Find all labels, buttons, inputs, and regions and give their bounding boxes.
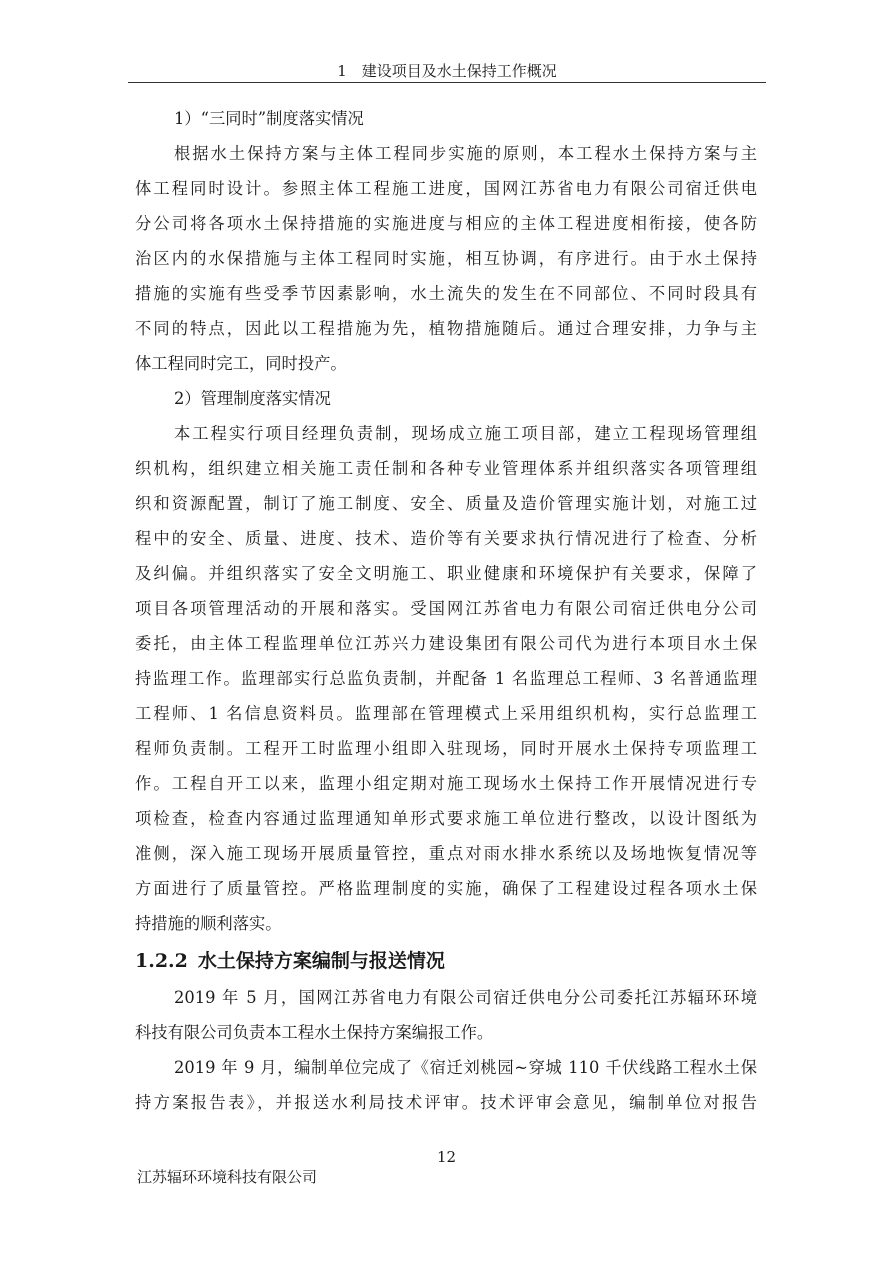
text-line: 持监理工作。监理部实行总监负责制，并配备 1 名监理总工程师、3 名普通监理 bbox=[135, 669, 757, 688]
document-body bbox=[135, 104, 757, 1123]
text-line: 体工程同时完工，同时投产。 bbox=[135, 354, 347, 373]
header-rule bbox=[128, 82, 766, 83]
subheading-management: 2）管理制度落实情况 bbox=[174, 389, 331, 408]
text-line: 体工程同时设计。参照主体工程施工进度，国网江苏省电力有限公司宿迁供电 bbox=[135, 179, 757, 198]
text-line: 措施的实施有些受季节因素影响，水土流失的发生在不同部位、不同时段具有 bbox=[135, 284, 757, 303]
text-line: 项检查，检查内容通过监理通知单形式要求施工单位进行整改，以设计图纸为 bbox=[135, 809, 757, 828]
text-line: 准侧，深入施工现场开展质量管控，重点对雨水排水系统以及场地恢复情况等 bbox=[135, 844, 757, 863]
text-line: 根据水土保持方案与主体工程同步实施的原则，本工程水土保持方案与主 bbox=[174, 144, 757, 163]
text-line: 分公司将各项水土保持措施的实施进度与相应的主体工程进度相衔接，使各防 bbox=[135, 214, 757, 233]
text-line: 织机构，组织建立相关施工责任制和各种专业管理体系并组织落实各项管理组 bbox=[135, 459, 757, 478]
section-title: 水土保持方案编制与报送情况 bbox=[197, 950, 445, 972]
text-line: 持方案报告表》，并报送水利局技术评审。技术评审会意见，编制单位对报告 bbox=[135, 1093, 757, 1112]
text-line: 工程师、1 名信息资料员。监理部在管理模式上采用组织机构，实行总监理工 bbox=[135, 704, 757, 723]
text-line: 2019 年 5 月，国网江苏省电力有限公司宿迁供电分公司委托江苏辐环环境 bbox=[174, 988, 757, 1007]
page-number: 12 bbox=[436, 1148, 457, 1166]
paragraph-three-simultaneous bbox=[135, 139, 757, 379]
text-line: 程中的安全、质量、进度、技术、造价等有关要求执行情况进行了检查、分析 bbox=[135, 529, 757, 548]
text-line: 治区内的水保措施与主体工程同时实施，相互协调，有序进行。由于水土保持 bbox=[135, 249, 757, 268]
text-line: 及纠偏。并组织落实了安全文明施工、职业健康和环境保护有关要求，保障了 bbox=[135, 564, 757, 583]
text-line: 不同的特点，因此以工程措施为先，植物措施随后。通过合理安排，力争与主 bbox=[135, 319, 757, 338]
text-line: 2019 年 9 月，编制单位完成了《宿迁刘桃园~穿城 110 千伏线路工程水土保 bbox=[174, 1058, 757, 1077]
paragraph-commission bbox=[135, 983, 757, 1048]
text-line: 项目各项管理活动的开展和落实。受国网江苏省电力有限公司宿迁供电分公司 bbox=[135, 599, 757, 618]
text-line: 委托，由主体工程监理单位江苏兴力建设集团有限公司代为进行本项目水土保 bbox=[135, 634, 757, 653]
text-line: 程师负责制。工程开工时监理小组即入驻现场，同时开展水土保持专项监理工 bbox=[135, 739, 757, 758]
text-line: 作。工程自开工以来，监理小组定期对施工现场水土保持工作开展情况进行专 bbox=[135, 774, 757, 793]
text-line: 科技有限公司负责本工程水土保持方案编报工作。 bbox=[135, 1023, 494, 1042]
text-line: 方面进行了质量管控。严格监理制度的实施，确保了工程建设过程各项水土保 bbox=[135, 879, 757, 898]
footer-company: 江苏辐环环境科技有限公司 bbox=[137, 1168, 318, 1186]
text-line: 本工程实行项目经理负责制，现场成立施工项目部，建立工程现场管理组 bbox=[174, 424, 757, 443]
paragraph-report bbox=[135, 1053, 757, 1118]
page-header: 1 建设项目及水土保持工作概况 bbox=[337, 62, 557, 80]
text-line: 织和资源配置，制订了施工制度、安全、质量及造价管理实施计划，对施工过 bbox=[135, 494, 757, 513]
text-line: 持措施的顺利落实。 bbox=[135, 914, 282, 933]
subheading-three-simultaneous: 1）“三同时”制度落实情况 bbox=[174, 109, 364, 128]
section-heading-1-2-2 bbox=[135, 944, 757, 978]
paragraph-management bbox=[135, 419, 757, 939]
section-number: 1.2.2 bbox=[135, 950, 188, 972]
